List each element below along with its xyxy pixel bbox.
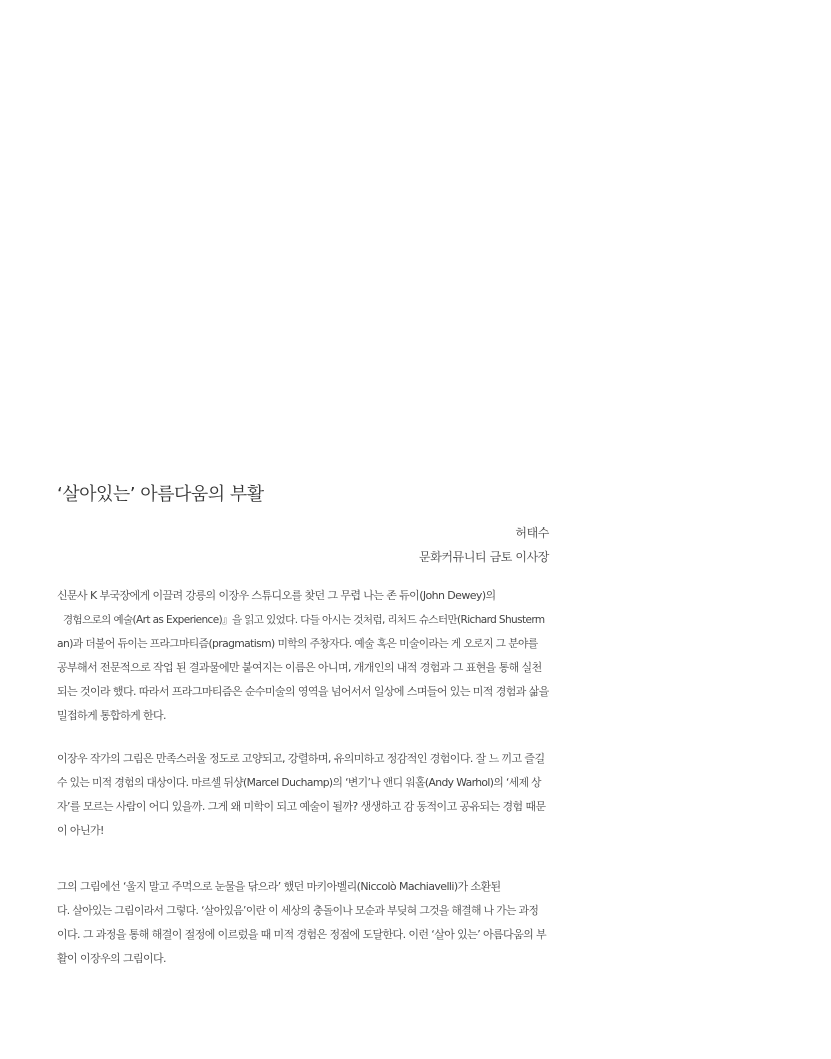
- body-paragraph-1: [57, 584, 549, 728]
- paragraph-line: 활이 이장우의 그림이다.: [57, 952, 166, 965]
- author-role: 문화커뮤니티 금토 이사장: [419, 550, 549, 564]
- paragraph-line: 경험으로의 예술(Art as Experience)』을 읽고 있었다. 다들 아시는 것처럼, 리처드 슈스터만(Richard Shusterm: [63, 614, 545, 626]
- paragraph-line: 다. 살아있는 그림이라서 그렇다. ‘살아있음’이란 이 세상의 충돌이나 모순과 부딪혀 그것을 해결해 나 가는 과정: [57, 904, 539, 917]
- paragraph-line: 되는 것이라 했다. 따라서 프라그마티즘은 순수미술의 영역을 넘어서서 일상에 스며들어 있는 미적 경험과 삶을: [57, 685, 549, 698]
- paragraph-line: 이다. 그 과정을 통해 해결이 절정에 이르렀을 때 미적 경험은 정점에 도달한다. 이런 ‘살아 있는’ 아름다움의 부: [57, 928, 547, 941]
- author-name: 허태수: [515, 526, 549, 540]
- paragraph-line: an)과 더불어 듀이는 프라그마티즘(pragmatism) 미학의 주창자다. 예술 혹은 미술이라는 게 오로지 그 분야를: [57, 637, 538, 650]
- article-title: ‘살아있는’ 아름다움의 부활: [57, 484, 264, 505]
- paragraph-line: 그의 그림에선 ‘울지 말고 주먹으로 눈물을 닦으라’ 했던 마키아벨리(Niccolò Machiavelli)가 소환된: [57, 880, 501, 893]
- paragraph-line: 이장우 작가의 그림은 만족스러울 정도로 고양되고, 강렬하며, 유의미하고 정감적인 경험이다. 잘 느 끼고 즐길: [57, 752, 545, 765]
- paragraph-line: 신문사 K 부국장에게 이끌려 강릉의 이장우 스튜디오를 찾던 그 무렵 나는 존 듀이(John Dewey)의: [57, 589, 496, 602]
- paragraph-line: 밀접하게 통합하게 한다.: [57, 709, 166, 722]
- body-paragraph-3: [57, 875, 549, 971]
- paragraph-line: 공부해서 전문적으로 작업 된 결과물에만 붙여지는 이름은 아니며, 개개인의 내적 경험과 그 표현을 통해 실천: [57, 661, 542, 674]
- paragraph-line: 수 있는 미적 경험의 대상이다. 마르셀 뒤샹(Marcel Duchamp)의 ‘변기’나 앤디 워홀(Andy Warhol)의 ‘세제 상: [57, 776, 541, 789]
- paragraph-line: 자’를 모르는 사람이 어디 있을까. 그게 왜 미학이 되고 예술이 될까? 생생하고 감 동적이고 공유되는 경험 때문: [57, 800, 546, 813]
- body-paragraph-2: [57, 747, 549, 843]
- paragraph-line: 이 아닌가!: [57, 824, 104, 837]
